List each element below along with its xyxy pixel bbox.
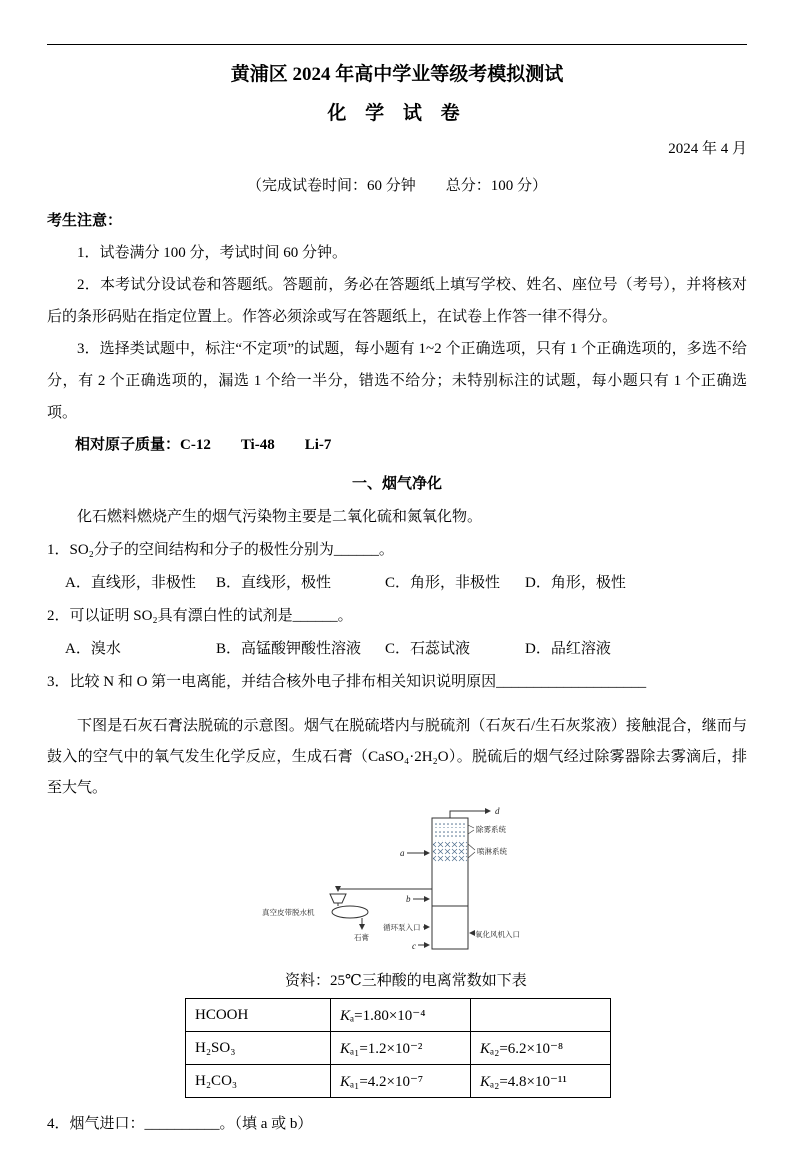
hopper <box>330 894 346 903</box>
ionization-constant-table <box>185 998 611 1098</box>
top-rule <box>47 44 747 45</box>
exam-date: 2024 年 4 月 <box>668 141 747 157</box>
table-row <box>186 1032 611 1065</box>
port-a-label: a <box>400 848 405 858</box>
fan-inlet-label: 氧化风机入口 <box>475 930 520 939</box>
section-intro: 化石燃料燃烧产生的烟气污染物主要是二氧化硫和氮氧化物。 <box>77 509 483 525</box>
candidate-notice <box>47 205 747 429</box>
q1-options <box>47 567 747 600</box>
q2-option-c: C．石蕊试液 <box>385 641 471 657</box>
notice-item-1: 1．试卷满分 100 分，考试时间 60 分钟。 <box>77 245 348 261</box>
q1-option-b: B．直线形，极性 <box>216 575 332 591</box>
k-value: ₐ₁=1.2×10⁻² <box>350 1040 423 1057</box>
k-symbol: K <box>340 1007 351 1024</box>
notice-item-2: 2．本考试分设试卷和答题纸。答题前，务必在答题纸上填写学校、姓名、座位号（考号），并将核对后的条形码贴在指定位置上。作答必须涂或写在答题纸上，在试卷上作答一律不得分。 <box>47 277 747 325</box>
diagram-canvas <box>262 806 552 964</box>
ka2-cell <box>471 999 611 1032</box>
vacuum-belt-machine <box>332 906 368 918</box>
q2-options <box>47 633 747 666</box>
k-value: ₐ=1.80×10⁻⁴ <box>350 1007 426 1024</box>
q2-option-b: B．高锰酸钾酸性溶液 <box>216 641 362 657</box>
demister-band-2 <box>433 831 467 837</box>
absorber-tower <box>432 818 468 949</box>
q2-option-a: A．溴水 <box>65 641 121 657</box>
k-value: ₐ₂=4.8×10⁻¹¹ <box>490 1073 567 1090</box>
demister-leader-2 <box>468 830 474 834</box>
desulfurization-diagram <box>47 806 747 964</box>
exam-paper <box>0 44 794 1167</box>
spray-label: 喷淋系统 <box>477 847 507 856</box>
ka2-cell <box>471 1065 611 1098</box>
page-title: 黄浦区 2024 年高中学业等级考模拟测试 <box>230 64 564 85</box>
section-heading: 一、烟气净化 <box>351 476 442 492</box>
desulfurization-passage: 下图是石灰石膏法脱硫的示意图。烟气在脱硫塔内与脱硫剂（石灰石/生石灰浆液）接触混合，继而与鼓入的空气中的氧气发生化学反应，生成石膏（CaSO₄·2H₂O）。脱硫后的烟气经过除雾器除去雾滴后，排至大气。 <box>47 718 747 796</box>
notice-item-3: 3．选择类试题中，标注“不定项”的试题，每小题有 1~2 个正确选项，只有 1 个正确选项的，多选不给分，有 2 个正确选项的，漏选 1 个给一半分，错选不给分；未特别标注的试题，每小题只有 1 个正确选项。 <box>47 341 747 421</box>
demister-label: 除雾系统 <box>476 825 506 834</box>
demister-leader-1 <box>468 825 474 828</box>
exam-duration: （完成试卷时间：60 分钟 总分：100 分） <box>246 178 547 194</box>
question-1: 1．SO₂分子的空间结构和分子的极性分别为______。 <box>47 542 394 558</box>
ka1-cell <box>331 1065 471 1098</box>
atomic-mass-note: 相对原子质量：C-12 Ti-48 Li-7 <box>75 437 332 453</box>
ka1-cell <box>331 999 471 1032</box>
question-3: 3．比较 N 和 O 第一电离能，并结合核外电子排布相关知识说明原因____________________ <box>47 674 647 690</box>
table-row <box>186 999 611 1032</box>
port-c-label: c <box>412 941 416 951</box>
port-b-label: b <box>406 894 411 904</box>
q1-option-c: C．角形，非极性 <box>385 575 501 591</box>
port-d-label: d <box>495 806 500 816</box>
acid-name-cell: H₂SO₃ <box>186 1032 331 1065</box>
k-value: ₐ₁=4.2×10⁻⁷ <box>350 1073 424 1090</box>
k-symbol: K <box>480 1040 491 1057</box>
question-2: 2．可以证明 SO₂具有漂白性的试剂是______。 <box>47 608 353 624</box>
spray-leader-2 <box>468 852 475 858</box>
slurry-pipe <box>338 889 432 891</box>
acid-name-cell: H₂CO₃ <box>186 1065 331 1098</box>
q1-option-a: A．直线形，非极性 <box>65 575 196 591</box>
outlet-d-arrow <box>450 811 490 818</box>
dehydrator-label: 真空皮带脱水机 <box>262 908 315 917</box>
ka2-cell <box>471 1032 611 1065</box>
gypsum-label: 石膏 <box>354 933 369 942</box>
q2-option-d: D．品红溶液 <box>525 641 611 657</box>
table-row <box>186 1065 611 1098</box>
k-symbol: K <box>340 1073 351 1090</box>
k-value: ₐ₂=6.2×10⁻⁸ <box>490 1040 564 1057</box>
k-symbol: K <box>480 1073 491 1090</box>
table-caption: 资料：25℃三种酸的电离常数如下表 <box>285 973 527 989</box>
notice-heading: 考生注意： <box>47 213 123 229</box>
spray-leader-1 <box>468 844 475 850</box>
k-symbol: K <box>340 1040 351 1057</box>
question-4: 4．烟气进口：__________。（填 a 或 b） <box>47 1116 313 1132</box>
q1-option-d: D．角形，极性 <box>525 575 626 591</box>
pump-inlet-label: 循环泵入口 <box>383 923 421 932</box>
exam-subtitle: 化 学 试 卷 <box>327 103 467 124</box>
acid-name-cell: HCOOH <box>186 999 331 1032</box>
demister-band-1 <box>433 822 467 828</box>
ka1-cell <box>331 1032 471 1065</box>
spray-zone <box>433 840 467 862</box>
